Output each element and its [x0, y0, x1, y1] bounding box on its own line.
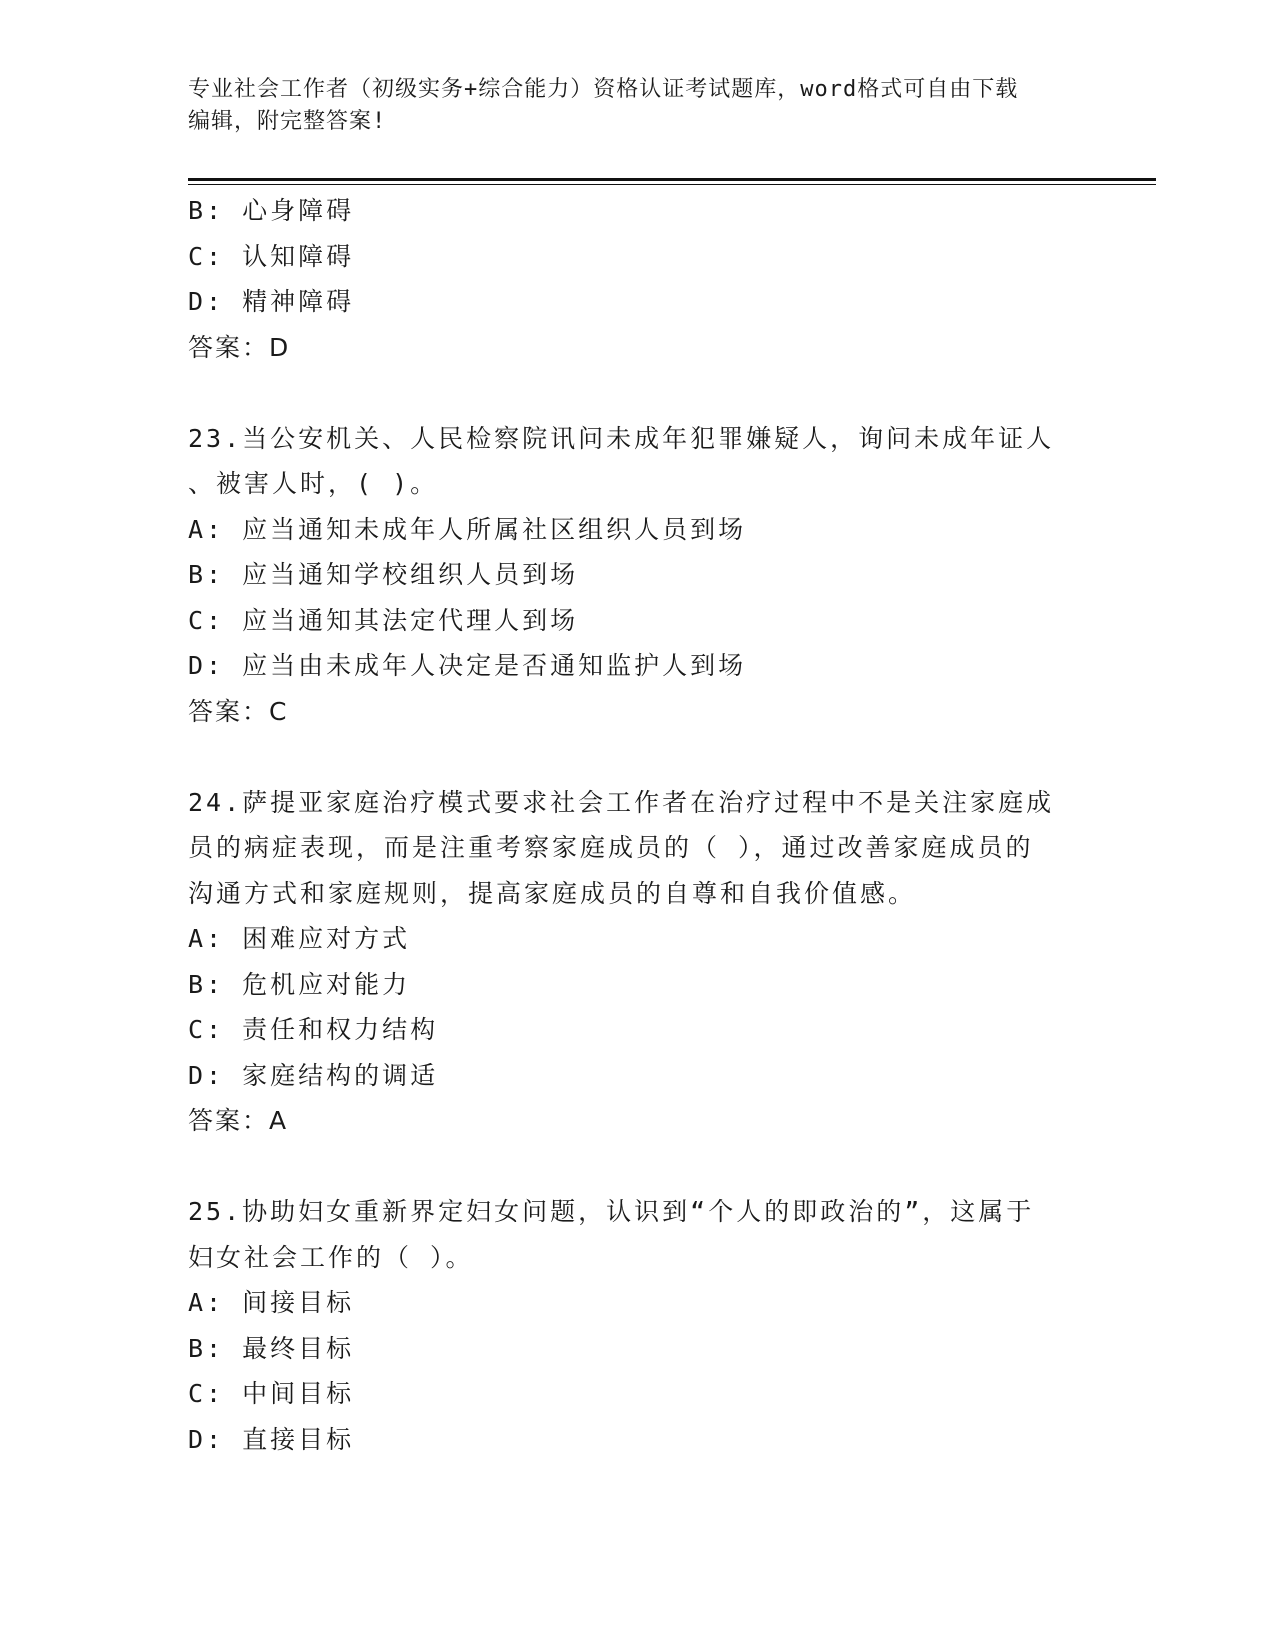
header-line-2: 编辑，附完整答案!: [188, 109, 387, 134]
option-d: D: 直接目标: [188, 1424, 355, 1454]
header-divider-thick: [188, 178, 1156, 181]
option-b: B: 心身障碍: [188, 196, 355, 225]
option-d: D: 精神障碍: [188, 287, 355, 316]
document-header: [188, 74, 1088, 138]
spacer: [188, 734, 1088, 780]
question-25: [188, 1189, 1088, 1462]
answer-text: 答案：C: [188, 696, 289, 726]
question-stem-line: 23.当公安机关、人民检察院讯问未成年犯罪嫌疑人，询问未成年证人: [188, 423, 1055, 453]
header-line-1: 专业社会工作者（初级实务+综合能力）资格认证考试题库，word格式可自由下载: [188, 77, 1019, 102]
option-a: A: 应当通知未成年人所属社区组织人员到场: [188, 514, 747, 544]
option-d: D: 应当由未成年人决定是否通知监护人到场: [188, 651, 747, 680]
question-24: [188, 780, 1088, 1144]
question-22-tail: [188, 188, 1088, 370]
question-stem-line: 24.萨提亚家庭治疗模式要求社会工作者在治疗过程中不是关注家庭成: [188, 787, 1055, 817]
option-c: C: 认知障碍: [188, 241, 355, 271]
option-a: A: 间接目标: [188, 1288, 355, 1317]
answer-text: 答案：D: [188, 332, 291, 362]
document-body: [188, 188, 1088, 1462]
option-b: B: 最终目标: [188, 1333, 355, 1363]
question-stem-line: 25.协助妇女重新界定妇女问题，认识到“个人的即政治的”，这属于: [188, 1197, 1035, 1226]
option-a: A: 困难应对方式: [188, 924, 411, 953]
header-divider-thin: [188, 184, 1156, 185]
spacer: [188, 1144, 1088, 1190]
option-c: C: 责任和权力结构: [188, 1015, 439, 1044]
question-stem-line: 员的病症表现，而是注重考察家庭成员的（ ），通过改善家庭成员的: [188, 833, 1034, 862]
option-b: B: 应当通知学校组织人员到场: [188, 560, 579, 589]
question-stem-line: 妇女社会工作的（ ）。: [188, 1242, 474, 1272]
option-b: B: 危机应对能力: [188, 969, 411, 999]
question-stem-line: 、被害人时，( )。: [188, 469, 439, 498]
option-c: C: 应当通知其法定代理人到场: [188, 605, 579, 635]
answer-text: 答案：A: [188, 1106, 289, 1135]
option-c: C: 中间目标: [188, 1379, 355, 1408]
question-stem-line: 沟通方式和家庭规则，提高家庭成员的自尊和自我价值感。: [188, 878, 917, 908]
question-23: [188, 416, 1088, 735]
option-d: D: 家庭结构的调适: [188, 1060, 439, 1090]
spacer: [188, 370, 1088, 416]
